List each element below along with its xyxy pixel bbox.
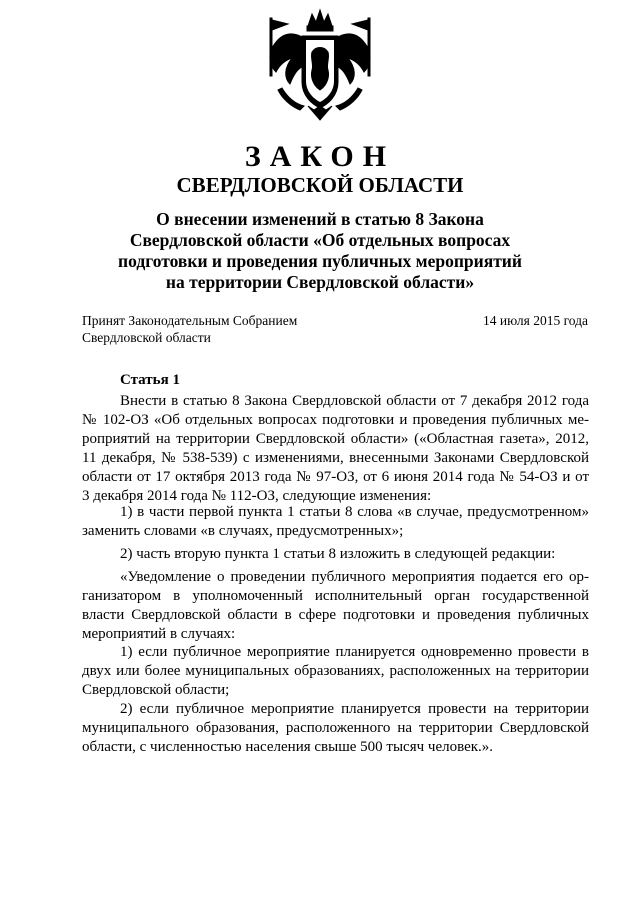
paragraph bbox=[82, 503, 589, 541]
text-line: 1) в части первой пункта 1 статьи 8 слова «в случае, предусмотренном» bbox=[120, 504, 589, 520]
paragraph bbox=[82, 700, 589, 757]
adoption-date: 14 июля 2015 года bbox=[483, 313, 588, 328]
text-line: муниципального образования, расположенного на территории Свердловской bbox=[82, 720, 589, 736]
adopted-by bbox=[82, 312, 297, 346]
article-title: Статья 1 bbox=[120, 372, 180, 388]
text-line: № 102-ОЗ «Об отдельных вопросах подготовки и проведения публичных ме- bbox=[82, 412, 589, 428]
subject-line: на территории Свердловской области» bbox=[165, 272, 475, 292]
text-line: Свердловской области; bbox=[82, 682, 230, 698]
text-line: «Уведомление о проведении публичного мероприятия подается его ор- bbox=[120, 569, 589, 585]
text-line: заменить словами «в случаях, предусмотренных»; bbox=[82, 523, 404, 539]
paragraph bbox=[82, 545, 589, 564]
adopted-line: Принят Законодательным Собранием bbox=[82, 313, 298, 328]
law-subject bbox=[110, 209, 530, 293]
text-line: власти Свердловской области в сфере подготовки и проведения публичных bbox=[82, 607, 589, 623]
text-line: ганизатором в уполномоченный исполнительный орган государственной bbox=[82, 588, 589, 604]
subject-line: О внесении изменений в статью 8 Закона bbox=[156, 209, 484, 229]
text-line: двух или более муниципальных образованиях, расположенных на территории bbox=[82, 663, 589, 679]
region-title: СВЕРДЛОВСКОЙ ОБЛАСТИ bbox=[176, 173, 464, 197]
text-line: 3 декабря 2014 года № 112-ОЗ, следующие изменения: bbox=[82, 488, 432, 504]
subject-line: Свердловской области «Об отдельных вопросах bbox=[129, 230, 511, 250]
text-line: 1) если публичное мероприятие планируется одновременно провести в bbox=[120, 644, 589, 660]
subject-line: подготовки и проведения публичных мероприятий bbox=[118, 251, 522, 271]
law-title: ЗАКОН bbox=[244, 140, 396, 173]
text-line: 2) если публичное мероприятие планируется провести на территории bbox=[120, 701, 589, 717]
text-line: Внести в статью 8 Закона Свердловской области от 7 декабря 2012 года bbox=[120, 393, 589, 409]
text-line: 2) часть вторую пункта 1 статьи 8 изложить в следующей редакции: bbox=[120, 546, 556, 562]
text-line: роприятий на территории Свердловской области» («Областная газета», 2012, bbox=[82, 431, 589, 447]
paragraph bbox=[82, 568, 589, 644]
text-line: мероприятий в случаях: bbox=[82, 626, 236, 642]
paragraph bbox=[82, 643, 589, 700]
text-line: области от 17 октября 2013 года № 97-ОЗ, от 6 июня 2014 года № 54-ОЗ и от bbox=[82, 469, 589, 485]
text-line: 11 декабря, № 538-539) с изменениями, внесенными Законами Свердловской bbox=[82, 450, 589, 466]
text-line: области, с численностью населения свыше 500 тысяч человек.». bbox=[82, 739, 494, 755]
adopted-line: Свердловской области bbox=[82, 330, 211, 345]
paragraph bbox=[82, 392, 589, 506]
coat-of-arms-icon bbox=[262, 8, 378, 126]
